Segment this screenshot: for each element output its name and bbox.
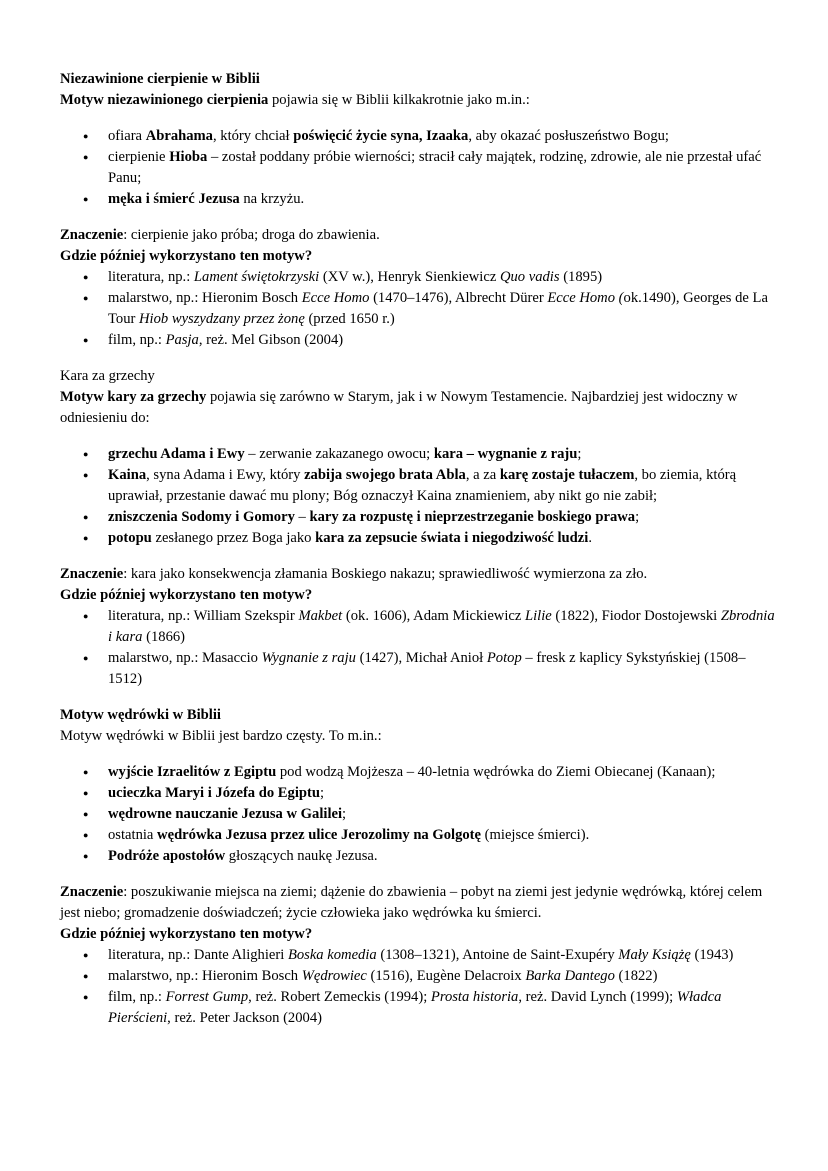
section-intro: [60, 726, 775, 747]
text-run: ostatnia: [108, 827, 158, 843]
text-run: –: [294, 509, 310, 525]
section-suffering: [60, 69, 775, 351]
list-item: [60, 147, 775, 189]
text-run: (miejsce śmierci).: [481, 827, 590, 843]
text-run: , aby okazać posłuszeństwo Bogu;: [468, 128, 669, 144]
list-item: [60, 507, 775, 528]
bold-text: grzechu Adama i Ewy: [108, 446, 245, 462]
bold-text: zniszczenia Sodomy i Gomory: [108, 509, 295, 525]
text-run: (1822), Fiodor Dostojewski: [551, 608, 721, 624]
text-run: ;: [320, 785, 325, 801]
text-run: malarstwo, np.: Masaccio: [108, 650, 262, 666]
text-run: ofiara: [108, 128, 146, 144]
text-run: na krzyżu.: [239, 191, 305, 207]
text-run: , bo ziemia, którą uprawiał, przestanie dawać mu plony; Bóg oznaczył Kaina znamieniem, aby nikt go nie zabił;: [108, 467, 737, 504]
bold-text: kara za zepsucie świata i niegodziwość ludzi: [315, 530, 589, 546]
text-run: (1516), Eugène Delacroix: [366, 968, 526, 984]
text-run: : poszukiwanie miejsca na ziemi; dążenie do zbawienia – pobyt na ziemi jest jedynie wędrówką, której celem jest niebo; gromadzenie doświadczeń; życie człowieka jako wędrówka ku śmierci.: [60, 884, 763, 921]
section-title: Kara za grzechy: [60, 368, 155, 384]
list-item: [60, 465, 775, 507]
text-run: , reż. Mel Gibson (2004): [198, 332, 344, 348]
section-wandering: [60, 705, 775, 1029]
italic-title: Lament świętokrzyski: [193, 269, 320, 285]
meaning-line: [60, 225, 775, 246]
italic-title: Lilie: [525, 608, 552, 624]
text-run: (1822): [614, 968, 658, 984]
italic-title: Ecce Homo: [301, 290, 370, 306]
list-item: [60, 267, 775, 288]
list-item: [60, 330, 775, 351]
text-run: ;: [577, 446, 582, 462]
motif-list: [60, 126, 775, 210]
italic-title: Wędrowiec: [301, 968, 367, 984]
bold-text: wędrówka Jezusa przez ulice Jerozolimy na Golgotę: [157, 827, 482, 843]
bold-text: Abrahama: [145, 128, 213, 144]
later-use-list: [60, 267, 775, 351]
list-item: [60, 288, 775, 330]
bold-text: karę zostaje tułaczem: [499, 467, 635, 483]
bold-text: Kaina: [108, 467, 147, 483]
italic-title: Boska komedia: [287, 947, 377, 963]
italic-title: Forrest Gump: [165, 989, 249, 1005]
text-run: cierpienie: [108, 149, 170, 165]
section-intro: [60, 90, 775, 111]
list-item: [60, 528, 775, 549]
section-title: Niezawinione cierpienie w Biblii: [60, 71, 260, 87]
later-use-list: [60, 945, 775, 1029]
text-run: film, np.:: [108, 332, 166, 348]
list-item: [60, 804, 775, 825]
list-item: [60, 825, 775, 846]
italic-title: Ecce Homo (: [547, 290, 624, 306]
section-intro: [60, 387, 775, 429]
bold-text: ucieczka Maryi i Józefa do Egiptu: [108, 785, 320, 801]
meaning-line: [60, 882, 775, 924]
text-run: pojawia się zarówno w Starym, jak i w Nowym Testamencie. Najbardziej jest widoczny w odniesieniu do:: [60, 389, 738, 426]
text-run: pod wodzą Mojżesza – 40-letnia wędrówka do Ziemi Obiecanej (Kanaan);: [276, 764, 716, 780]
italic-title: Makbet: [298, 608, 343, 624]
list-item: [60, 783, 775, 804]
text-run: (XV w.), Henryk Sienkiewicz: [319, 269, 500, 285]
italic-title: Prosta historia: [430, 989, 519, 1005]
italic-title: Mały Książę: [618, 947, 691, 963]
text-run: – zerwanie zakazanego owocu;: [244, 446, 434, 462]
text-run: (1866): [142, 629, 186, 645]
text-run: , reż. Peter Jackson (2004): [167, 1010, 322, 1026]
text-run: głoszących naukę Jezusa.: [225, 848, 378, 864]
italic-title: Quo vadis: [499, 269, 560, 285]
italic-title: Barka Dantego: [525, 968, 615, 984]
italic-title: Władca Pierścieni: [108, 989, 722, 1026]
list-item: [60, 606, 775, 648]
italic-title: Zbrodnia i kara: [108, 608, 775, 645]
text-run: (1427), Michał Anioł: [355, 650, 487, 666]
section-punishment: [60, 366, 775, 690]
bold-text: Znaczenie: [60, 227, 124, 243]
meaning-line: [60, 564, 775, 585]
bold-text: potopu: [108, 530, 152, 546]
bold-text: męka i śmierć Jezusa: [108, 191, 240, 207]
text-run: (ok. 1606), Adam Mickiewicz: [342, 608, 526, 624]
text-run: literatura, np.:: [108, 269, 194, 285]
text-run: Motyw wędrówki w Biblii jest bardzo częsty. To m.in.:: [60, 728, 382, 744]
text-run: , reż. Robert Zemeckis (1994);: [248, 989, 431, 1005]
bold-text: Motyw kary za grzechy: [60, 389, 207, 405]
later-use-heading: Gdzie później wykorzystano ten motyw?: [60, 926, 313, 942]
bold-text: zabija swojego brata Abla: [304, 467, 466, 483]
text-run: , a za: [465, 467, 500, 483]
italic-title: Wygnanie z raju: [261, 650, 356, 666]
italic-title: Pasja: [165, 332, 199, 348]
text-run: zesłanego przez Boga jako: [151, 530, 316, 546]
text-run: ok.1490), Georges de La Tour: [108, 290, 768, 327]
text-run: ;: [635, 509, 640, 525]
section-title: Motyw wędrówki w Biblii: [60, 707, 221, 723]
bold-text: wędrowne nauczanie Jezusa w Galilei: [108, 806, 343, 822]
list-item: [60, 648, 775, 690]
text-run: – został poddany próbie wierności; stracił cały majątek, rodzinę, zdrowie, ale nie przestał ufać Panu;: [108, 149, 762, 186]
bold-text: Motyw niezawinionego cierpienia: [60, 92, 269, 108]
text-run: pojawia się w Biblii kilkakrotnie jako m.in.:: [268, 92, 530, 108]
bold-text: kara – wygnanie z raju: [433, 446, 578, 462]
text-run: , reż. David Lynch (1999);: [518, 989, 677, 1005]
text-run: .: [588, 530, 592, 546]
italic-title: Hiob wyszydzany przez żonę: [139, 311, 305, 327]
bold-text: Znaczenie: [60, 884, 124, 900]
text-run: – fresk z kaplicy Sykstyńskiej (1508–1512): [108, 650, 746, 687]
text-run: : cierpienie jako próba; droga do zbawienia.: [123, 227, 380, 243]
italic-title: Potop: [486, 650, 522, 666]
list-item: [60, 444, 775, 465]
motif-list: [60, 762, 775, 867]
list-item: [60, 126, 775, 147]
list-item: [60, 189, 775, 210]
text-run: (1895): [559, 269, 603, 285]
text-run: , który chciał: [212, 128, 294, 144]
text-run: (1308–1321), Antoine de Saint-Exupéry: [376, 947, 619, 963]
later-use-heading: Gdzie później wykorzystano ten motyw?: [60, 587, 313, 603]
text-run: (przed 1650 r.): [304, 311, 395, 327]
text-run: film, np.:: [108, 989, 166, 1005]
list-item: [60, 987, 775, 1029]
bold-text: Znaczenie: [60, 566, 124, 582]
bold-text: poświęcić życie syna, Izaaka: [293, 128, 469, 144]
text-run: literatura, np.: Dante Alighieri: [108, 947, 288, 963]
text-run: (1943): [690, 947, 734, 963]
text-run: malarstwo, np.: Hieronim Bosch: [108, 290, 302, 306]
list-item: [60, 945, 775, 966]
text-run: malarstwo, np.: Hieronim Bosch: [108, 968, 302, 984]
list-item: [60, 846, 775, 867]
list-item: [60, 966, 775, 987]
text-run: : kara jako konsekwencja złamania Boskiego nakazu; sprawiedliwość wymierzona za zło.: [123, 566, 648, 582]
text-run: ;: [342, 806, 347, 822]
text-run: literatura, np.: William Szekspir: [108, 608, 299, 624]
text-run: (1470–1476), Albrecht Dürer: [369, 290, 548, 306]
bold-text: wyjście Izraelitów z Egiptu: [108, 764, 277, 780]
list-item: [60, 762, 775, 783]
motif-list: [60, 444, 775, 549]
bold-text: Podróże apostołów: [108, 848, 226, 864]
bold-text: Hioba: [169, 149, 208, 165]
document-page: [60, 69, 775, 1029]
text-run: , syna Adama i Ewy, który: [146, 467, 305, 483]
later-use-heading: Gdzie później wykorzystano ten motyw?: [60, 248, 313, 264]
later-use-list: [60, 606, 775, 690]
bold-text: kary za rozpustę i nieprzestrzeganie boskiego prawa: [309, 509, 636, 525]
